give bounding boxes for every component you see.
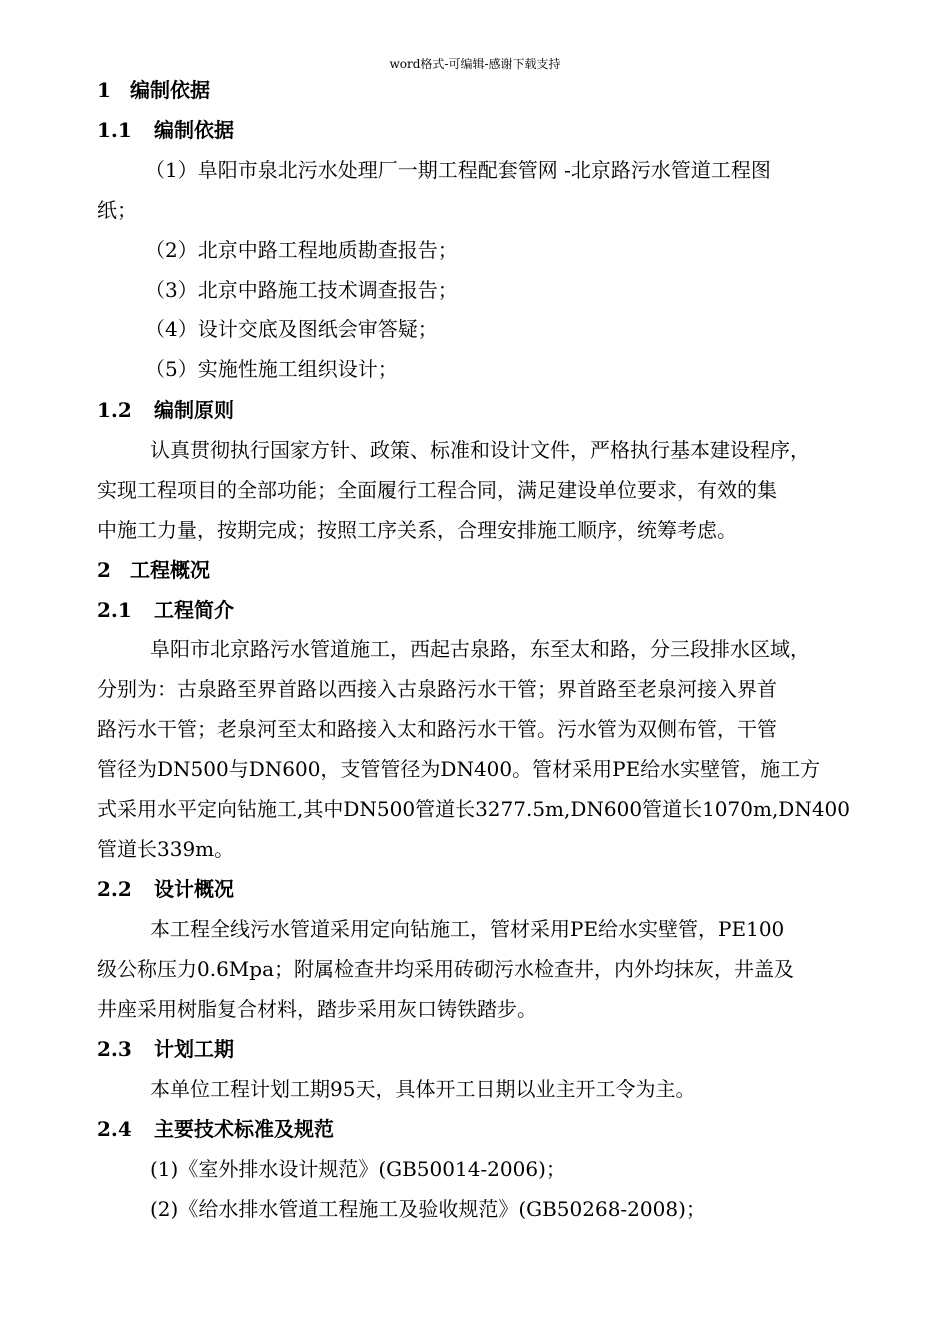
heading-2-3 xyxy=(97,1035,877,1063)
paragraph-line: 阜阳市北京路污水管道施工，西起古泉路，东至太和路，分三段排水区域， xyxy=(150,637,810,661)
heading-title: 主要技术标准及规范 xyxy=(154,1117,334,1141)
paragraph-line: 本工程全线污水管道采用定向钻施工，管材采用PE给水实壁管，PE100 xyxy=(150,917,785,941)
paragraph-line: 中施工力量，按期完成；按照工序关系，合理安排施工顺序，统筹考虑。 xyxy=(97,518,737,542)
heading-title: 编制依据 xyxy=(130,78,210,102)
heading-number: 1.2 xyxy=(97,398,132,422)
heading-number: 1 xyxy=(97,78,111,102)
heading-1-2 xyxy=(97,396,877,424)
heading-2 xyxy=(97,556,877,584)
heading-number: 1.1 xyxy=(97,118,132,142)
heading-number: 2.3 xyxy=(97,1037,132,1061)
list-item: (1)《室外排水设计规范》(GB50014-2006)； xyxy=(150,1157,566,1181)
heading-number: 2.1 xyxy=(97,598,132,622)
heading-title: 工程概况 xyxy=(130,558,210,582)
heading-2-4 xyxy=(97,1115,877,1143)
heading-title: 编制依据 xyxy=(154,118,234,142)
paragraph-line: 认真贯彻执行国家方针、政策、标准和设计文件，严格执行基本建设程序， xyxy=(150,438,810,462)
heading-2-1 xyxy=(97,596,877,624)
heading-2-2 xyxy=(97,875,877,903)
paragraph-line: 级公称压力0.6Mpa；附属检查井均采用砖砌污水检查井，内外均抹灰，井盖及 xyxy=(97,957,795,981)
heading-number: 2.2 xyxy=(97,877,132,901)
paragraph-line: 实现工程项目的全部功能；全面履行工程合同，满足建设单位要求，有效的集 xyxy=(97,478,777,502)
list-item: （5）实施性施工组织设计； xyxy=(145,357,398,381)
heading-1 xyxy=(97,76,877,104)
paragraph-line: 路污水干管；老泉河至太和路接入太和路污水干管。污水管为双侧布管，干管 xyxy=(97,717,777,741)
list-item: （2）北京中路工程地质勘查报告； xyxy=(145,238,458,262)
heading-title: 设计概况 xyxy=(154,877,234,901)
heading-number: 2 xyxy=(97,558,111,582)
heading-title: 计划工期 xyxy=(154,1037,234,1061)
list-item: （4）设计交底及图纸会审答疑； xyxy=(145,317,438,341)
heading-title: 工程简介 xyxy=(154,598,234,622)
paragraph-line: 井座采用树脂复合材料，踏步采用灰口铸铁踏步。 xyxy=(97,997,537,1021)
heading-title: 编制原则 xyxy=(154,398,234,422)
paragraph-line: 管径为DN500与DN600，支管管径为DN400。管材采用PE给水实壁管，施工方 xyxy=(97,757,821,781)
list-item: （1）阜阳市泉北污水处理厂一期工程配套管网 -北京路污水管道工程图 xyxy=(145,158,771,182)
paragraph-line: 管道长339m。 xyxy=(97,837,235,861)
list-item: (2)《给水排水管道工程施工及验收规范》(GB50268-2008)； xyxy=(150,1197,706,1221)
list-item: 纸； xyxy=(97,198,137,222)
heading-number: 2.4 xyxy=(97,1117,132,1141)
heading-1-1 xyxy=(97,116,877,144)
list-item: （3）北京中路施工技术调查报告； xyxy=(145,278,458,302)
paragraph-line: 分别为：古泉路至界首路以西接入古泉路污水干管；界首路至老泉河接入界首 xyxy=(97,677,777,701)
page-watermark: word格式-可编辑-感谢下载支持 xyxy=(389,57,561,71)
paragraph-line: 本单位工程计划工期95天，具体开工日期以业主开工令为主。 xyxy=(150,1077,696,1101)
paragraph-line: 式采用水平定向钻施工,其中DN500管道长3277.5m,DN600管道长1070m,DN400 xyxy=(97,797,851,821)
